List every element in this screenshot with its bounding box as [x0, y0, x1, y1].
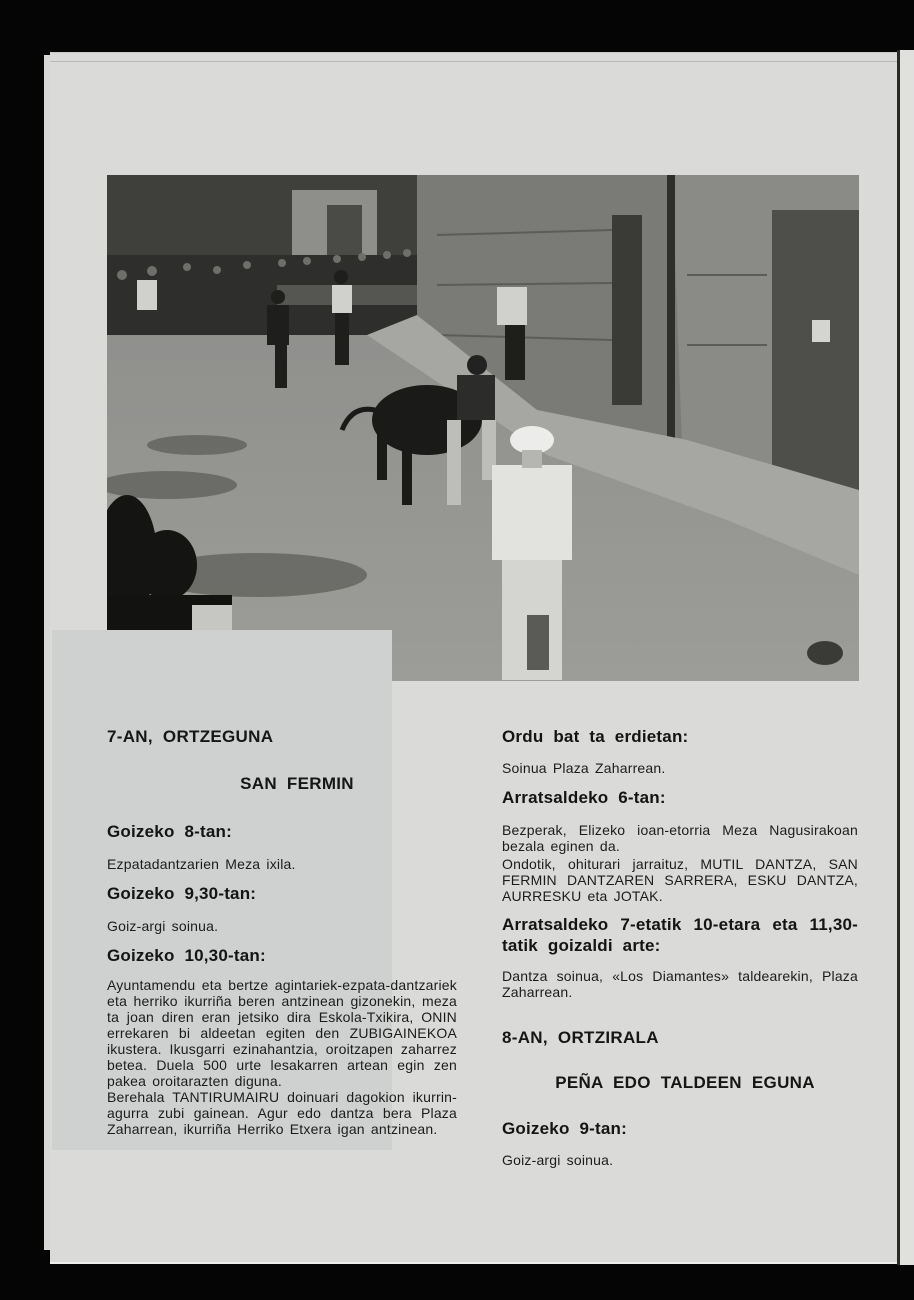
entry-paragraph: Ayuntamendu eta bertze agintariek-ezpata-dantzariek eta herriko ikurriña beren antzinean gizonekin, meza ta joan diren eran jetsiko dira Eskola-Txikira, ONIN errekaren bi aldeetan egiten den ZUBIGAINEKOA ikustera. Ikusgarri ezinahantzia, oroitzapen zaharrez betea. Duela 500 urte lesakarren artean egin zen pakea oroitarazten diguna. — [107, 977, 457, 1089]
entry-time: Goizeko 8-tan: — [107, 822, 232, 841]
entry-paragraph: Ondotik, ohiturari jarraituz, MUTIL DANTZA, SAN FERMIN DANTZAREN SARRERA, ESKU DANTZA, AURRESKU eta JOTAK. — [502, 856, 858, 904]
right-column — [502, 727, 858, 1168]
entry-time: Goizeko 9-tan: — [502, 1119, 627, 1138]
day-subtitle-pena: PEÑA EDO TALDEEN EGUNA — [555, 1073, 815, 1092]
encierro-photograph — [107, 175, 859, 681]
facing-page-edge — [897, 50, 914, 1265]
entry-text: Dantza soinua, «Los Diamantes» taldearekin, Plaza Zaharrean. — [502, 968, 858, 1000]
day-subtitle-san-fermin: SAN FERMIN — [240, 774, 354, 793]
entry-time: Arratsaldeko 7-etatik 10-etara eta 11,30-tatik goizaldi arte: — [502, 915, 858, 955]
entry-time: Ordu bat ta erdietan: — [502, 727, 689, 746]
day-heading-7: 7-AN, ORTZEGUNA — [107, 727, 274, 746]
entry-text: Goiz-argi soinua. — [502, 1152, 614, 1168]
entry-time: Arratsaldeko 6-tan: — [502, 788, 666, 807]
left-column — [107, 727, 457, 1137]
entry-time: Goizeko 9,30-tan: — [107, 884, 257, 903]
entry-time: Goizeko 10,30-tan: — [107, 946, 266, 965]
photo-illustration — [107, 175, 859, 681]
entry-text: Goiz-argi soinua. — [107, 918, 219, 934]
entry-text: Ezpatadantzarien Meza ixila. — [107, 856, 296, 872]
entry-paragraph: Berehala TANTIRUMAIRU doinuari dagokion ikurrin-agurra zubi gainean. Agur edo dantza bera Plaza Zaharrean, ikurriña Herriko Etxera igan antzinean. — [107, 1089, 457, 1137]
entry-paragraph: Bezperak, Elizeko ioan-etorria Meza Nagusirakoan bezala eginen da. — [502, 822, 858, 854]
entry-text: Soinua Plaza Zaharrean. — [502, 760, 666, 776]
day-heading-8: 8-AN, ORTZIRALA — [502, 1028, 659, 1047]
